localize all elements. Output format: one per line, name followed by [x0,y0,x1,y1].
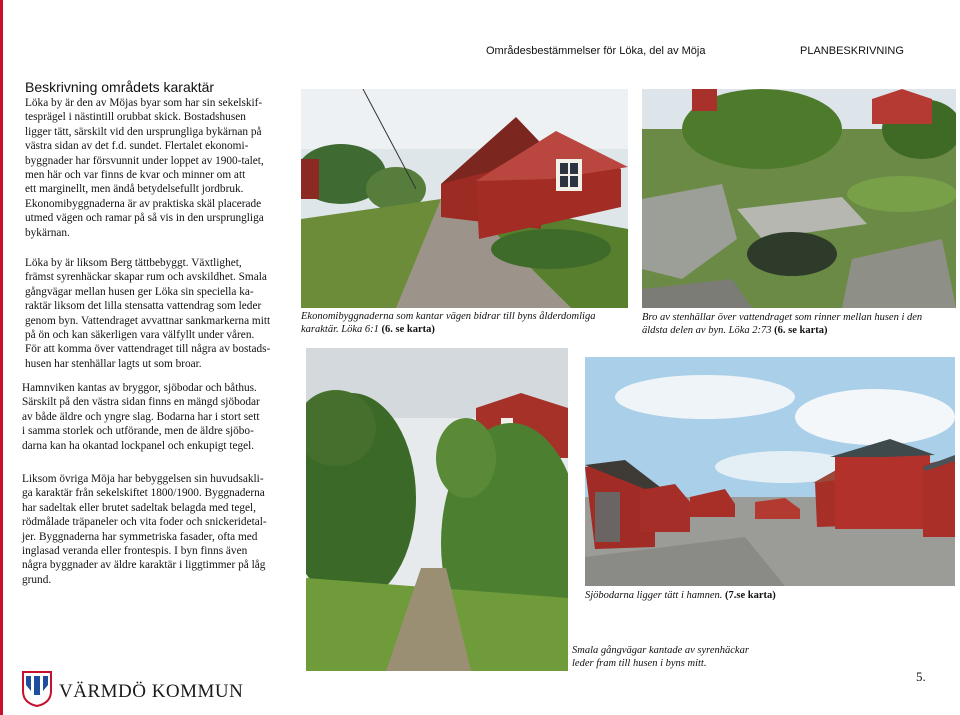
caption-boathouses [585,589,925,602]
map-reference: (7.se karta) [725,590,776,601]
paragraph-character [25,96,293,240]
text-line: För att komma över vattendraget till några av bostads- [25,343,271,356]
text-line: rödmålade träpaneler och vita foder och snickeridetal- [22,516,267,529]
paragraph-buildings [22,472,292,587]
text-line: av både äldre och yngre slag. Bodarna har i stort sett [22,410,260,423]
text-line: Ekonomibyggnaderna är av praktiska skäl placerade [25,197,262,210]
left-border-line [0,0,3,715]
caption-text: äldsta delen av byn. Löka 2:73 [642,325,775,336]
photo-barns-by-road [301,89,628,308]
paragraph-vegetation [25,256,293,371]
text-line: Särskilt på den västra sidan finns en mängd sjöbodar [22,396,260,409]
section-label: PLANBESKRIVNING [800,45,904,57]
page-number: 5. [916,669,926,684]
text-line: västra sidan av det f.d. sundet. Flertalet ekonomi- [25,140,249,153]
caption-stone-bridge [642,311,942,337]
caption-text: Smala gångvägar kantade av syrenhäckar [572,645,749,656]
document-title: Områdesbestämmelser för Löka, del av Möja [486,45,706,57]
text-line: genom byn. Vattendraget avvattnar sankmarkerna mitt [25,314,271,327]
section-heading: Beskrivning områdets karaktär [25,79,215,95]
text-line: men här och var finns de kvar och minner om att [25,169,246,182]
map-reference: (6. se karta) [774,325,828,336]
text-line: raktär liksom det lilla stensatta vattendrag som leder [25,300,262,313]
paragraph-harbour [22,381,284,453]
text-line: gångvägar mellan husen ger Löka sin speciella ka- [25,285,254,298]
text-line: Löka by är den av Möjas byar som har sin sekelskif- [25,97,263,109]
text-line: darna kan ha okantad lockpanel och enkupigt tegel. [22,439,255,452]
text-line: Löka by är liksom Berg tättbebyggt. Växtlighet, [25,257,242,269]
municipality-logo [22,671,52,707]
municipality-name: VÄRMDÖ KOMMUN [59,681,244,702]
photo-lilac-path [306,348,568,671]
text-line: har sadeltak eller brutet sadeltak belagda med tegel, [22,501,256,514]
text-line: Hamnviken kantas av bryggor, sjöbodar och båthus. [22,382,257,394]
text-line: på ön och kan säkerligen vara välfyllt under våren. [25,329,255,342]
caption-lilac-path [572,644,772,670]
text-line: ga karaktär från sekelskiftet 1800/1900. Byggnaderna [22,487,265,500]
text-line: jer. Byggnaderna har symmetriska fasader, ofta med [22,530,258,543]
text-line: husen har stenhällar lagts ut som broar. [25,357,202,370]
text-line: i samma storlek och utförande, men de äldre sjöbo- [22,425,254,438]
text-line: tesprägel i nästintill orubbat skick. Bostadshusen [25,111,246,124]
text-line: bykärnan. [25,226,70,239]
text-line: byggnader har försvunnit under loppet av 1900-talet, [25,154,264,167]
photo-boathouses-harbour [585,357,955,586]
caption-text: leder fram till husen i byns mitt. [572,658,707,669]
caption-text: karaktär. Löka 6:1 [301,324,382,335]
text-line: Liksom övriga Möja har bebyggelsen sin huvudsakli- [22,473,264,485]
map-reference: (6. se karta) [381,324,435,335]
text-line: ett marginellt, men ändå betydelsefullt jordbruk. [25,183,244,196]
text-line: inglasad veranda eller frontespis. I byn finns även [22,545,248,558]
text-line: några byggnader av äldre karaktär i liggtimmer på låg [22,559,266,572]
text-line: grund. [22,573,52,586]
caption-text: Ekonomibyggnaderna som kantar vägen bidrar till byns ålderdomliga [301,311,596,322]
text-line: utmed vägen och ramar på så vis in den ursprungliga [25,212,264,225]
text-line: främst syrenhäckar skapar rum och avskildhet. Smala [25,271,267,284]
photo-stone-bridge [642,89,956,308]
text-line: ligger tätt, särskilt vid den ursprungliga bykärnan på [25,125,262,138]
caption-text: Sjöbodarna ligger tätt i hamnen. [585,590,725,601]
caption-barns [301,310,631,336]
caption-text: Bro av stenhällar över vattendraget som rinner mellan husen i den [642,312,923,323]
